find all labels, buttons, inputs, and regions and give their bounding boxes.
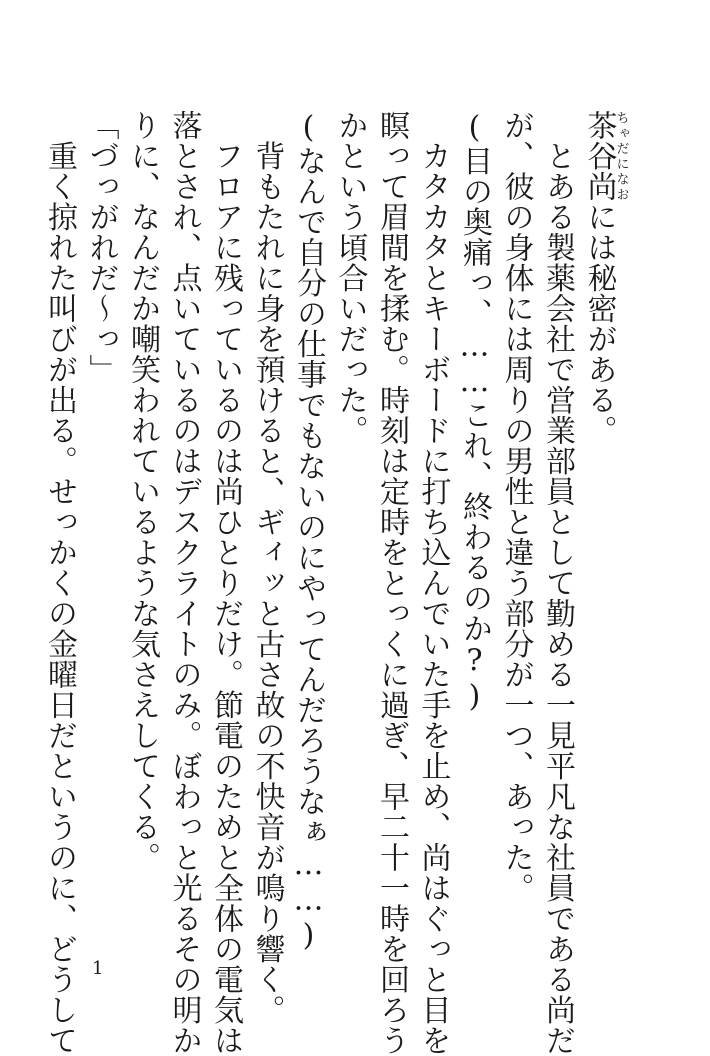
text-line-14 bbox=[39, 110, 81, 1056]
line-text: かという頃合いだった。 bbox=[332, 110, 368, 446]
line-text: 瞑って眉間を揉む。時刻は定時をとっくに過ぎ、早二十一時を回ろう bbox=[374, 110, 409, 1056]
text-line-8 bbox=[288, 110, 330, 954]
indent bbox=[250, 110, 285, 141]
line-text: 「づっがれだ〜っ」 bbox=[83, 110, 119, 385]
indent bbox=[42, 110, 77, 141]
line-text: (目の奥痛っ、……これ、終わるのか?) bbox=[457, 110, 492, 715]
line-text: 重く掠れた叫びが出る。せっかくの金曜日だというのに、どうして bbox=[42, 140, 77, 1056]
ruby-base: 茶谷尚 bbox=[581, 110, 617, 202]
line-text: (なんで自分の仕事でもないのにやってんだろうなぁ……) bbox=[291, 110, 326, 954]
text-line-4 bbox=[454, 110, 496, 910]
ruby-reading: ちゃだになお bbox=[613, 110, 629, 202]
text-line-11 bbox=[163, 110, 205, 1056]
text-line-7 bbox=[329, 110, 371, 910]
indent bbox=[208, 110, 243, 141]
line-text: 落とされ、点いているのはデスクライトのみ。ぼわっと光るその明か bbox=[166, 110, 202, 1056]
line-text: には秘密がある。 bbox=[581, 201, 617, 446]
vertical-text-block bbox=[39, 110, 629, 1056]
name-ruby bbox=[581, 110, 629, 202]
page-number: 1 bbox=[92, 958, 104, 979]
text-line-12 bbox=[122, 110, 164, 910]
text-line-10 bbox=[205, 110, 247, 1056]
text-line-9 bbox=[246, 110, 288, 1025]
line-text: とある製薬会社で営業部員として勤める一見平凡な社員である尚だ bbox=[540, 140, 575, 1056]
text-line-13 bbox=[80, 110, 122, 910]
text-line-2 bbox=[537, 110, 579, 1056]
text-line-3 bbox=[495, 110, 537, 910]
line-text: カタカタとキーボードに打ち込んでいた手を止め、尚はぐっと目を bbox=[415, 140, 451, 1056]
text-line-5 bbox=[412, 110, 454, 1056]
line-text: フロアに残っているのは尚ひとりだけ。節電のためと全体の電気は bbox=[208, 140, 243, 1056]
indent bbox=[416, 110, 451, 141]
line-text: が、彼の身体には周りの男性と違う部分が一つ、あった。 bbox=[498, 110, 534, 903]
line-text: りに、なんだか嘲笑われているような気さえしてくる。 bbox=[125, 110, 160, 873]
text-line-6 bbox=[371, 110, 413, 1056]
text-line-1 bbox=[578, 110, 628, 910]
indent bbox=[540, 110, 575, 141]
line-text: 背もたれに身を預けると、ギィッと古さ故の不快音が鳴り響く。 bbox=[249, 140, 285, 1025]
